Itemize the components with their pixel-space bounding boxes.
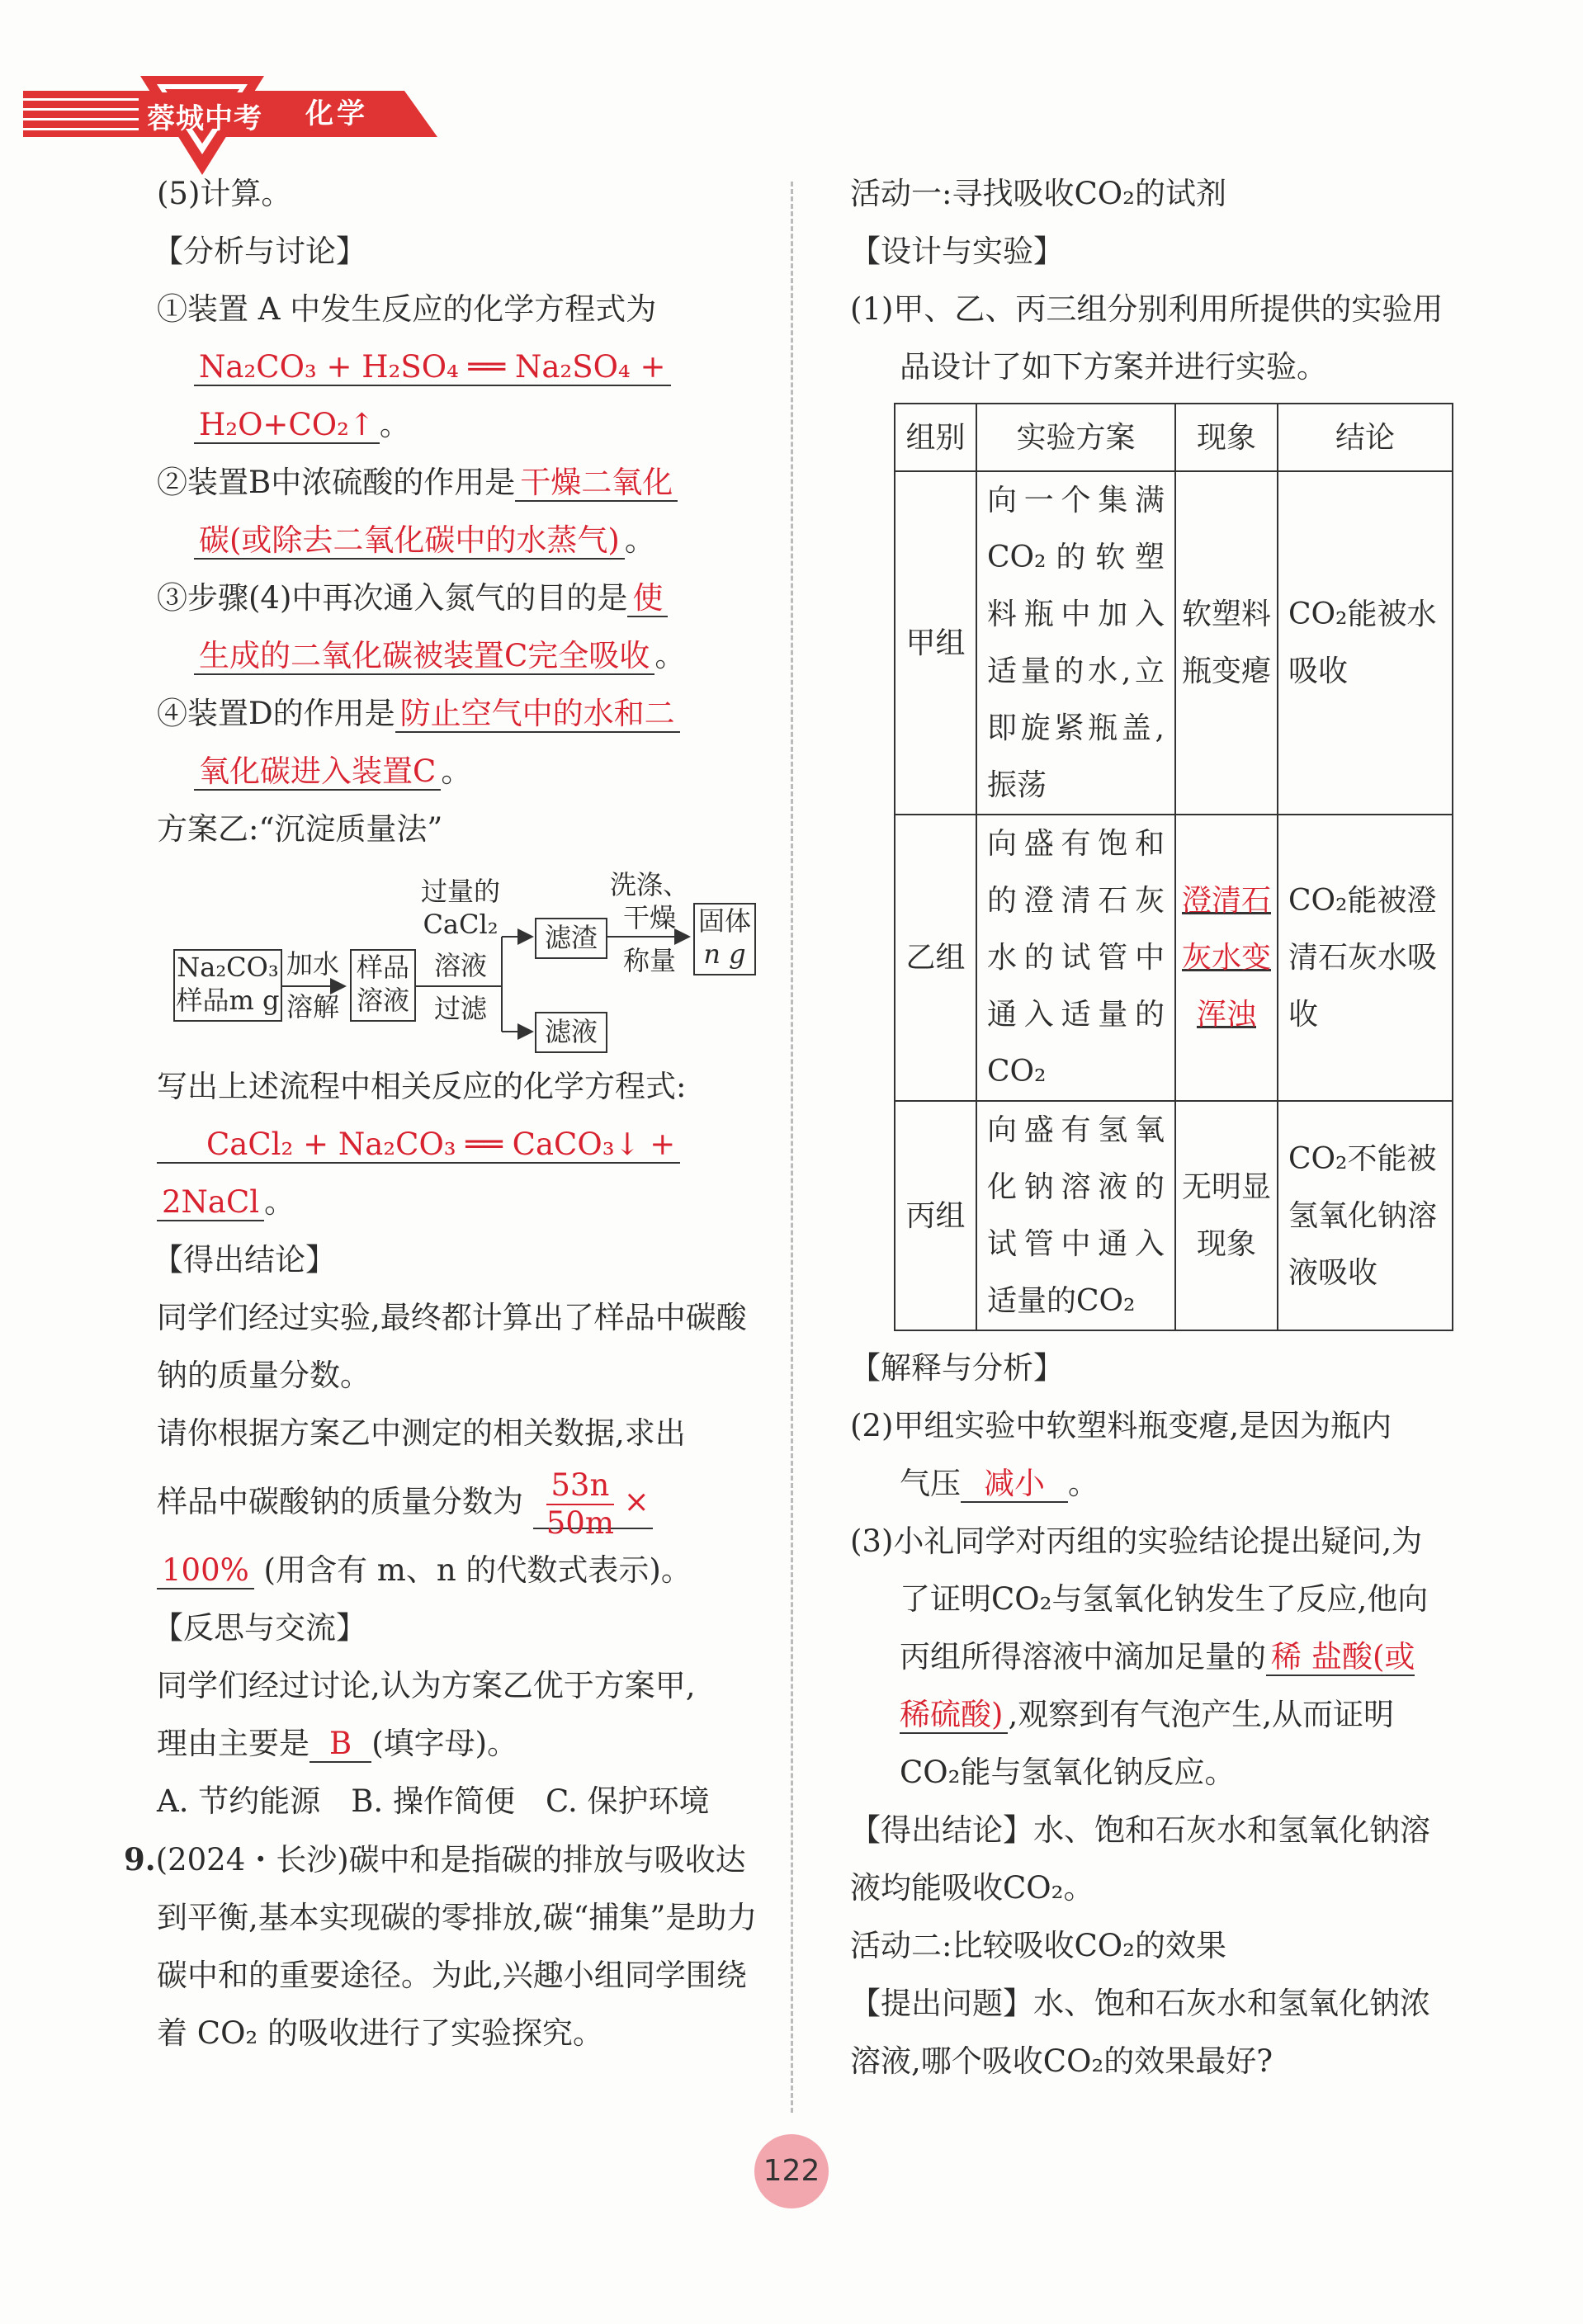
- q3-text-end: ,观察到有气泡产生,从而证明CO₂能与氢氧化钠反应。: [900, 1697, 1394, 1790]
- q4-answer-line2: [157, 743, 759, 801]
- row-conclusion: CO₂能被水吸收: [1278, 471, 1453, 815]
- row-group: 甲组: [895, 471, 976, 815]
- flow-solid-line2: n g: [703, 938, 746, 970]
- q9-number: 9.: [124, 1841, 156, 1878]
- activity-2: 活动二:比较吸收CO₂的效果: [850, 1928, 1226, 1963]
- flow-sample-solution-box: [350, 949, 416, 1022]
- q2-answer: 减小: [961, 1466, 1068, 1503]
- period: 。: [441, 753, 472, 789]
- row-phenomenon: 软塑料瓶变瘪: [1175, 471, 1278, 815]
- flow-reagent-1: 过量的: [420, 876, 500, 907]
- row-phenomenon: 澄清石灰水变浑浊: [1175, 815, 1278, 1101]
- q3-answer-a: 使: [627, 580, 668, 617]
- q3-answer-a: 稀: [1266, 1639, 1307, 1676]
- q2-answer-a: 干燥二氧化: [515, 465, 678, 502]
- q1-text: ①装置 A 中发生反应的化学方程式为: [157, 291, 657, 327]
- reflect-answer: B: [310, 1726, 371, 1763]
- equation-answer-a: CaCl₂ + Na₂CO₃ ══ CaCO₃↓ +: [157, 1127, 680, 1164]
- equation-prompt: 写出上述流程中相关反应的化学方程式:: [157, 1069, 687, 1104]
- analysis-heading: 【分析与讨论】: [153, 234, 366, 269]
- row-phenomenon: 无明显现象: [1175, 1101, 1278, 1330]
- flow-filtrate-box: 滤液: [535, 1012, 607, 1053]
- times-sign: ×: [623, 1484, 650, 1519]
- row-plan: 向一个集满CO₂的软塑料瓶中加入适量的水,立即旋紧瓶盖,振荡: [976, 471, 1175, 815]
- flow-mid-line2: 溶液: [356, 985, 409, 1016]
- question-1: [157, 281, 759, 338]
- fraction-numerator: 53n: [546, 1467, 614, 1505]
- period: 。: [1068, 1466, 1099, 1501]
- flow-solid-line1: 固体: [697, 905, 751, 937]
- reflect-line: [157, 1715, 759, 1773]
- flow-residue-box: 滤渣: [535, 918, 607, 959]
- table-header-row: [895, 404, 1453, 471]
- table-row: [895, 815, 1453, 1101]
- conclusion-heading: 【得出结论】: [153, 1242, 336, 1278]
- q3-text: (3)小礼同学对丙组的实验结论提出疑问,为了证明CO₂与氢氧化钠发生了反应,他向丙组所得溶液中滴加足量的: [850, 1523, 1429, 1675]
- equation-answer-b: 2NaCl: [157, 1184, 264, 1221]
- q3-text: ③步骤(4)中再次通入氮气的目的是: [157, 580, 628, 616]
- row-plan: 向盛有氢氧化钠溶液的试管中通入适量的CO₂: [976, 1101, 1175, 1330]
- flow-mid-line1: 样品: [356, 952, 409, 983]
- subject-label: 化学: [305, 97, 368, 130]
- table-header: 组别: [895, 404, 976, 471]
- right-conclusion: 【得出结论】水、饱和石灰水和氢氧化钠溶液均能吸收CO₂。: [850, 1812, 1430, 1906]
- row-plan: 向盛有饱和的澄清石灰水的试管中通入适量的CO₂: [976, 815, 1175, 1101]
- q2-text-b: 气压: [900, 1466, 961, 1501]
- flow-start-line2: 样品m g: [176, 985, 280, 1016]
- question-2: [157, 454, 759, 512]
- design-heading: 【设计与实验】: [850, 234, 1064, 269]
- design-text: (1)甲、乙、丙三组分别利用所提供的实验用品设计了如下方案并进行实验。: [850, 291, 1444, 385]
- options: A. 节约能源 B. 操作简便 C. 保护环境: [157, 1783, 710, 1819]
- reflect-note: (填字母)。: [371, 1726, 518, 1761]
- calc-note: (用含有 m、n 的代数式表示)。: [263, 1552, 692, 1588]
- row-conclusion: CO₂不能被氢氧化钠溶液吸收: [1278, 1101, 1453, 1330]
- q2-answer-b: 碳(或除去二氧化碳中的水蒸气): [194, 522, 625, 560]
- q2-line2: [850, 1455, 1444, 1513]
- flow-wash-1: 洗涤、: [609, 869, 689, 900]
- question-4: [157, 685, 759, 743]
- flow-step1-top: 加水: [286, 948, 339, 980]
- q2-answer-line2: [157, 512, 759, 569]
- row-conclusion: CO₂能被澄清石灰水吸收: [1278, 815, 1453, 1101]
- q3: [850, 1513, 1444, 1802]
- flow-start-line1: Na₂CO₃: [177, 952, 279, 983]
- reflect-text-b: 理由主要是: [157, 1726, 310, 1761]
- q2-line1: (2)甲组实验中软塑料瓶变瘪,是因为瓶内: [850, 1408, 1392, 1443]
- q4-text: ④装置D的作用是: [157, 696, 395, 731]
- calc-percent: 100%: [157, 1552, 254, 1589]
- q1-answer-a: Na₂CO₃ + H₂SO₄ ══ Na₂SO₄ +: [194, 349, 671, 386]
- equation-line2: [157, 1174, 759, 1231]
- q1-answer-line2: [157, 396, 759, 454]
- q2-text: ②装置B中浓硫酸的作用是: [157, 465, 516, 500]
- q3-answer-b: 盐酸(或稀硫酸): [900, 1639, 1415, 1732]
- reflect-heading: 【反思与交流】: [153, 1610, 366, 1646]
- period: 。: [379, 407, 410, 442]
- brand-name: 蓉城中考: [147, 102, 262, 135]
- right-column: [850, 165, 1444, 2090]
- table-row: [895, 471, 1453, 815]
- question: 【提出问题】水、饱和石灰水和氢氧化钠浓溶液,哪个吸收CO₂的效果最好?: [850, 1986, 1430, 2079]
- row-group: 乙组: [895, 815, 976, 1101]
- row-group: 丙组: [895, 1101, 976, 1330]
- q1-answer-line1: [157, 338, 759, 396]
- experiment-table: [894, 403, 1453, 1331]
- equation-line1: [157, 1116, 759, 1174]
- table-header: 现象: [1175, 404, 1278, 471]
- table-header: 结论: [1278, 404, 1453, 471]
- flow-reagent-2: CaCl₂: [423, 909, 499, 940]
- page-number: 122: [754, 2134, 829, 2208]
- left-column: [124, 165, 759, 2062]
- flow-solid-box: [693, 903, 756, 975]
- calc-prompt-b: [157, 1462, 759, 1542]
- flow-wash-3: 称量: [622, 945, 676, 976]
- fraction-denominator: 50m: [546, 1504, 614, 1541]
- question-3: [157, 569, 759, 627]
- step-5: (5)计算。: [157, 176, 292, 211]
- flow-diagram: [157, 869, 759, 1048]
- header-stripes: [23, 91, 139, 137]
- q4-answer-a: 防止空气中的水和二: [395, 696, 680, 733]
- q1-answer-b: H₂O+CO₂↑: [194, 407, 380, 444]
- explain-heading: 【解释与分析】: [850, 1350, 1064, 1386]
- calc-prompt-a: 请你根据方案乙中测定的相关数据,求出: [157, 1415, 686, 1451]
- flow-reagent-4: 过滤: [433, 993, 487, 1024]
- flow-start-box: [173, 949, 282, 1022]
- flow-reagent-3: 溶液: [433, 950, 487, 981]
- calc-answer-line: [157, 1542, 759, 1599]
- page-header: [0, 50, 462, 182]
- q9-text: (2024・长沙)碳中和是指碳的排放与吸收达到平衡,基本实现碳的零排放,碳“捕集”是助力碳中和的重要途径。为此,兴趣小组同学围绕着 CO₂ 的吸收进行了实验探究。: [155, 1842, 758, 2051]
- conclusion-text: 同学们经过实验,最终都计算出了样品中碳酸钠的质量分数。: [157, 1300, 747, 1393]
- period: 。: [264, 1184, 295, 1220]
- q3-answer-line2: [157, 627, 759, 685]
- flow-step1-bottom: 溶解: [286, 991, 339, 1023]
- fraction: [546, 1467, 614, 1542]
- calc-text: 样品中碳酸钠的质量分数为: [157, 1484, 523, 1519]
- reflect-text-a: 同学们经过讨论,认为方案乙优于方案甲,: [157, 1668, 696, 1703]
- flow-wash-2: 干燥: [622, 902, 676, 933]
- period: 。: [654, 638, 686, 673]
- period: 。: [624, 522, 655, 558]
- activity-1: 活动一:寻找吸收CO₂的试剂: [850, 176, 1226, 211]
- scheme-b-title: 方案乙:“沉淀质量法”: [157, 811, 443, 847]
- table-header: 实验方案: [976, 404, 1175, 471]
- question-9: [124, 1830, 759, 2062]
- q3-answer-b: 生成的二氧化碳被装置C完全吸收: [194, 638, 654, 675]
- column-divider: [791, 182, 793, 2113]
- table-row: [895, 1101, 1453, 1330]
- q4-answer-b: 氧化碳进入装置C: [194, 753, 441, 791]
